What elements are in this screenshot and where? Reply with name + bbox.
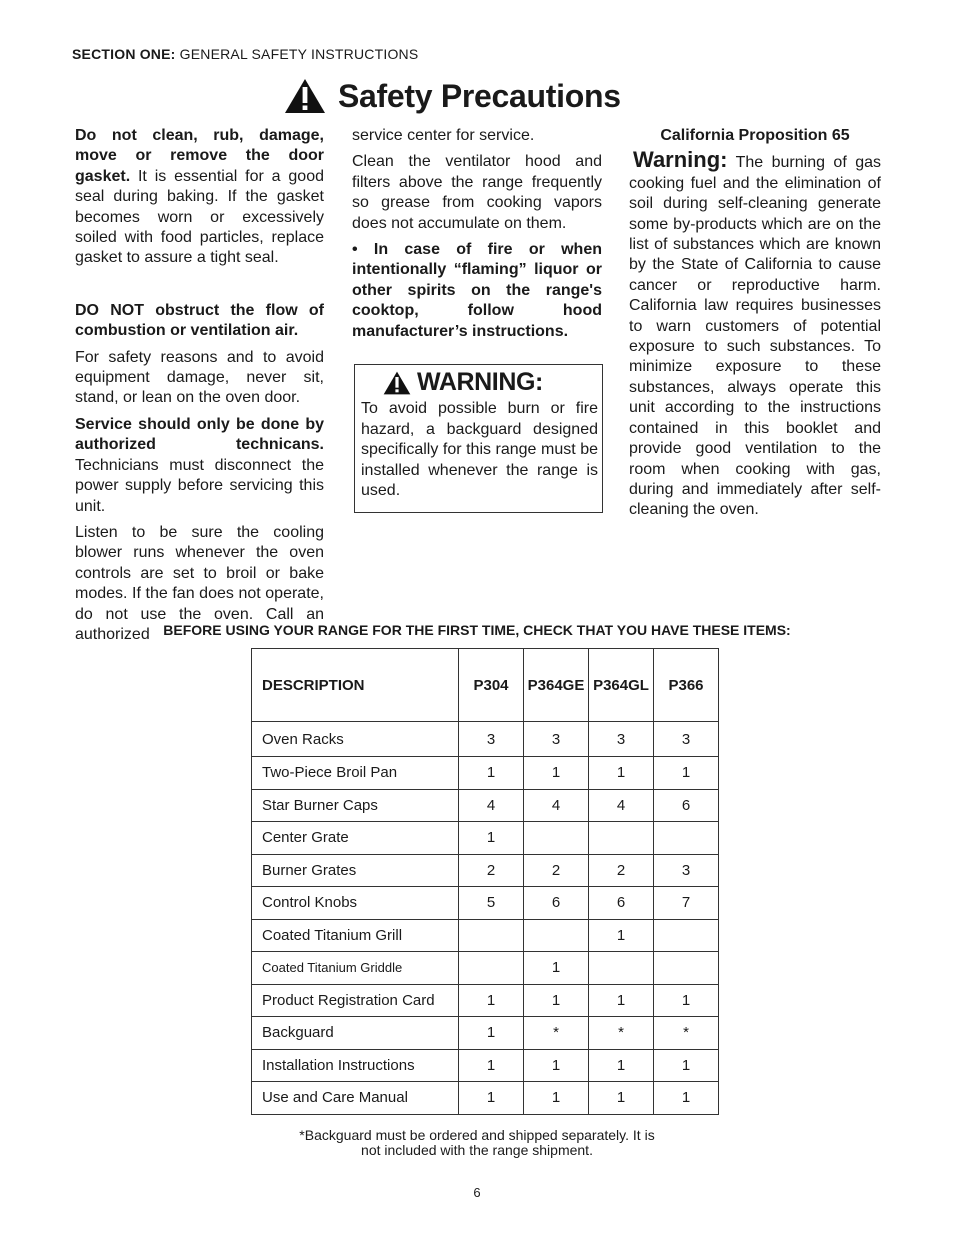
item-quantity: 1 (589, 919, 654, 952)
warning-box-body: To avoid possible burn or fire hazard, a backguard designed specifically for this range must be installed whenever the range is used. (361, 400, 598, 499)
item-quantity: 3 (459, 722, 524, 757)
item-quantity (589, 952, 654, 985)
item-quantity: 3 (654, 854, 719, 887)
item-quantity: 1 (589, 984, 654, 1017)
column-header: P364GE (524, 649, 589, 722)
item-quantity: 3 (589, 722, 654, 757)
section-label: SECTION ONE: (72, 46, 176, 62)
column-header: DESCRIPTION (252, 649, 459, 722)
item-quantity: 4 (589, 789, 654, 822)
table-row (252, 952, 719, 985)
column-right (629, 126, 881, 527)
column-header: P366 (654, 649, 719, 722)
item-quantity: 2 (524, 854, 589, 887)
backguard-footnote (0, 1128, 954, 1158)
item-quantity: 3 (654, 722, 719, 757)
table-row (252, 722, 719, 757)
page-number: 6 (473, 1185, 481, 1200)
item-quantity (654, 952, 719, 985)
table-row (252, 919, 719, 952)
table-row (252, 984, 719, 1017)
item-quantity: 4 (459, 789, 524, 822)
table-row (252, 822, 719, 855)
section-header (72, 46, 418, 62)
warning-box-heading: WARNING: (417, 368, 543, 396)
item-quantity: 1 (524, 1082, 589, 1115)
item-description: Installation Instructions (252, 1049, 459, 1082)
footnote-line: not included with the range shipment. (361, 1142, 593, 1158)
item-quantity (459, 952, 524, 985)
gasket-warning-bold: Do not clean, rub, damage, move or remove the door gasket. (75, 127, 324, 185)
item-quantity: 1 (524, 984, 589, 1017)
item-description: Coated Titanium Grill (252, 919, 459, 952)
item-quantity: 1 (654, 757, 719, 790)
item-description: Product Registration Card (252, 984, 459, 1017)
item-description: Backguard (252, 1017, 459, 1050)
gasket-warning-text: It is essential for a good seal during baking. If the gasket becomes worn or excessively soiled with food particles, replace gasket to assure a tight seal. (75, 167, 324, 267)
item-quantity: 1 (524, 952, 589, 985)
blower-paragraph: Listen to be sure the cooling blower runs whenever the oven controls are set to broil or bake modes. If the fan does not operate, do not use the oven. Call an authorized (75, 523, 324, 643)
ventilator-paragraph: Clean the ventilator hood and filters above the range frequently so grease from cooking vapors does not accumulate on them. (352, 153, 602, 232)
column-header: P364GL (589, 649, 654, 722)
column-left (75, 126, 324, 651)
item-quantity: * (654, 1017, 719, 1050)
item-quantity: 1 (654, 1049, 719, 1082)
item-quantity (654, 822, 719, 855)
table-header-row (252, 649, 719, 722)
prop65-warning-word: Warning: (633, 147, 728, 173)
item-quantity: 1 (589, 1049, 654, 1082)
table-row (252, 1049, 719, 1082)
service-warning-text: Technicians must disconnect the power supply before servicing this unit. (75, 456, 324, 515)
items-table (251, 648, 719, 1115)
table-row (252, 789, 719, 822)
item-quantity: 1 (459, 1017, 524, 1050)
service-center-paragraph: service center for service. (352, 127, 535, 144)
footnote-line: *Backguard must be ordered and shipped separately. It is (299, 1127, 655, 1143)
item-quantity: 3 (524, 722, 589, 757)
service-paragraph (75, 415, 324, 517)
item-quantity: 4 (524, 789, 589, 822)
fire-paragraph: • In case of fire or when intentionally “flaming” liquor or other spirits on the range's cooktop, follow hood manufacturer’s instructions. (352, 241, 602, 340)
item-quantity: 5 (459, 887, 524, 920)
item-description: Two-Piece Broil Pan (252, 757, 459, 790)
service-warning-bold: Service should only be done by authorized technicans. (75, 415, 324, 454)
warning-triangle-icon (284, 78, 326, 114)
item-quantity (459, 919, 524, 952)
prop65-paragraph (629, 147, 881, 520)
item-quantity: 1 (459, 1049, 524, 1082)
prop65-title: California Proposition 65 (660, 127, 850, 144)
item-quantity: 6 (654, 789, 719, 822)
item-quantity (654, 919, 719, 952)
item-quantity: 2 (459, 854, 524, 887)
item-quantity (524, 919, 589, 952)
item-description: Coated Titanium Griddle (252, 952, 459, 985)
items-table-body (252, 722, 719, 1115)
warning-box (354, 364, 603, 513)
item-description: Control Knobs (252, 887, 459, 920)
item-description: Use and Care Manual (252, 1082, 459, 1115)
table-row (252, 1017, 719, 1050)
page-title: Safety Precautions (338, 77, 621, 114)
column-middle (352, 126, 602, 348)
item-quantity: 1 (524, 1049, 589, 1082)
prop65-body: The burning of gas cooking fuel and the elimination of soil during self-cleaning generate some by-products which are on the list of substances which are known by the State of California to cause cancer or reproductive harm. California law requires businesses to warn customers of potential exposure to such substances. To minimize exposure to these substances, always operate this unit according to the instructions contained in this booklet and provide good ventilation to the room when cooking with gas, during and immediately after self-cleaning the oven. (629, 154, 881, 519)
item-description: Oven Racks (252, 722, 459, 757)
obstruct-paragraph (75, 301, 324, 342)
checklist-heading: BEFORE USING YOUR RANGE FOR THE FIRST TIME, CHECK THAT YOU HAVE THESE ITEMS: (163, 622, 791, 638)
item-quantity: 1 (589, 1082, 654, 1115)
item-quantity: 1 (524, 757, 589, 790)
item-quantity (589, 822, 654, 855)
item-quantity: 7 (654, 887, 719, 920)
door-paragraph: For safety reasons and to avoid equipment damage, never sit, stand, or lean on the oven door. (75, 348, 324, 407)
item-quantity: * (524, 1017, 589, 1050)
item-quantity: 1 (654, 1082, 719, 1115)
item-quantity: 2 (589, 854, 654, 887)
item-quantity (524, 822, 589, 855)
item-description: Burner Grates (252, 854, 459, 887)
gasket-paragraph (75, 126, 324, 269)
obstruct-warning-bold: DO NOT obstruct the flow of combustion or ventilation air. (75, 301, 324, 340)
column-header: P304 (459, 649, 524, 722)
item-quantity: 1 (589, 757, 654, 790)
item-quantity: 1 (459, 757, 524, 790)
item-quantity: 1 (459, 1082, 524, 1115)
page-title-row (284, 74, 621, 118)
table-row (252, 757, 719, 790)
warning-box-heading-row (383, 368, 543, 397)
section-name: GENERAL SAFETY INSTRUCTIONS (179, 46, 419, 62)
table-row (252, 1082, 719, 1115)
item-quantity: 6 (524, 887, 589, 920)
item-quantity: 1 (459, 984, 524, 1017)
item-quantity: 1 (654, 984, 719, 1017)
table-row (252, 887, 719, 920)
item-description: Center Grate (252, 822, 459, 855)
warning-triangle-icon (383, 371, 411, 395)
item-quantity: 6 (589, 887, 654, 920)
item-description: Star Burner Caps (252, 789, 459, 822)
table-row (252, 854, 719, 887)
item-quantity: 1 (459, 822, 524, 855)
item-quantity: * (589, 1017, 654, 1050)
